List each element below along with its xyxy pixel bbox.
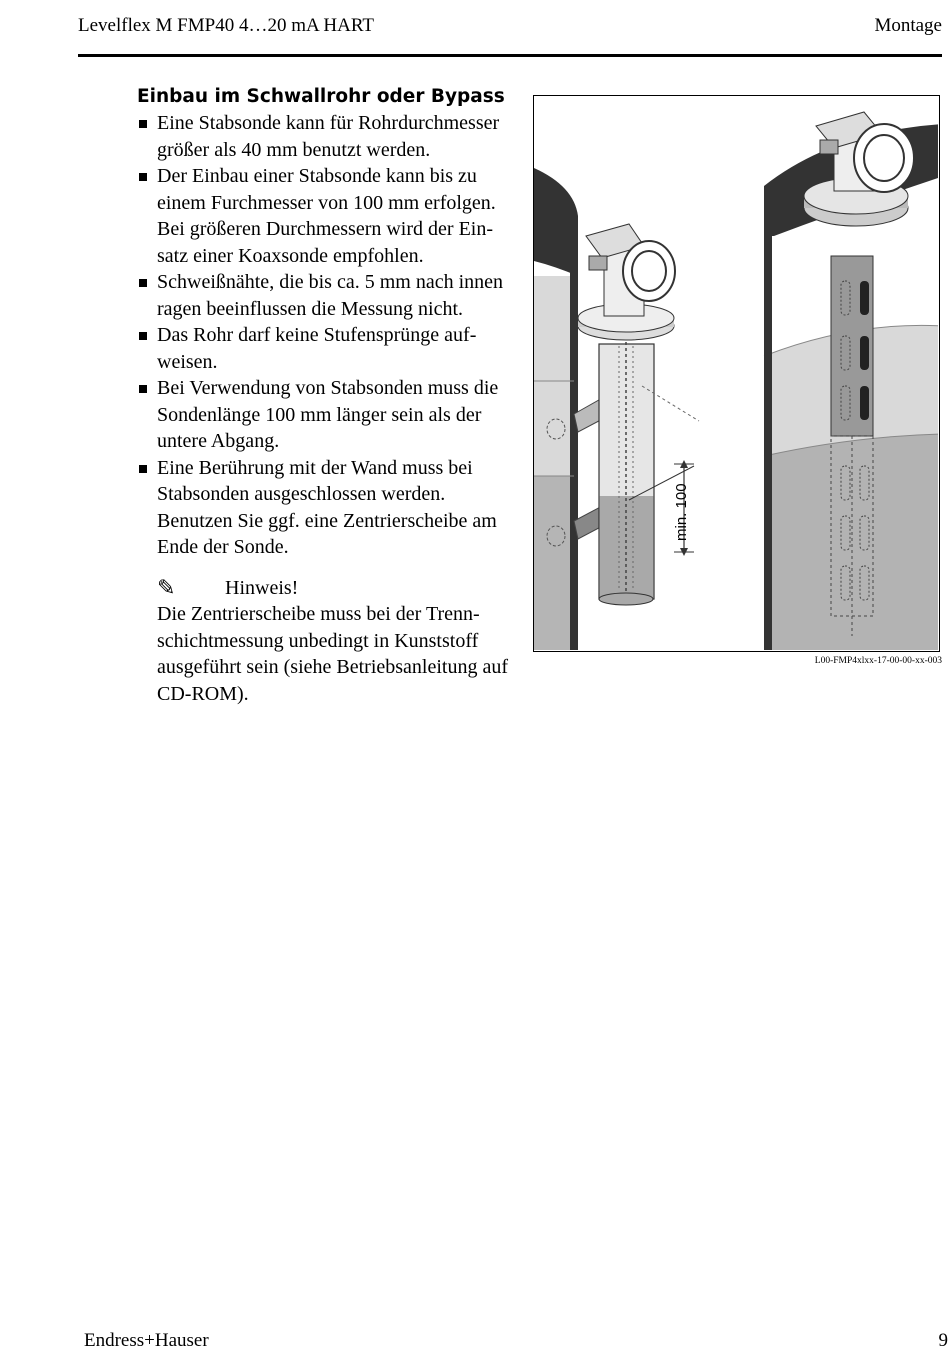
bullet-text: Das Rohr darf keine Stufensprünge aufweisen. <box>157 324 477 373</box>
bullet-text: Schweißnähte, die bis ca. 5 mm nach innen ragen beeinflussen die Messung nicht. <box>157 271 504 320</box>
bullet-icon <box>139 385 147 393</box>
note-text: Die Zentrierscheibe muss bei der Trennschichtmessung unbedingt in Kunststoff ausgeführt sein (siehe Betriebsanleitung auf CD-ROM). <box>157 603 508 705</box>
bullet-icon <box>139 120 147 128</box>
bullet-item <box>137 455 512 561</box>
figure-id: L00-FMP4xlxx-17-00-00-xx-003 <box>814 656 942 666</box>
section-heading: Einbau im Schwallrohr oder Bypass <box>137 86 505 107</box>
dimension-label: min. 100 <box>673 483 690 541</box>
right-tank-illustration <box>764 112 938 650</box>
bullet-item <box>137 269 512 322</box>
installation-figure <box>533 95 940 652</box>
chapter-title: Montage <box>874 15 942 36</box>
left-tank-illustration <box>534 168 699 650</box>
bullet-icon <box>139 279 147 287</box>
bullet-text: Der Einbau einer Stabsonde kann bis zu einem Furchmesser von 100 mm erfolgen. Bei größeren Durchmessern wird der Einsatz einer Koaxsonde empfohlen. <box>157 165 496 267</box>
bullet-text: Eine Stabsonde kann für Rohrdurchmesser größer als 40 mm benutzt werden. <box>157 112 500 161</box>
page-number: 9 <box>938 1330 948 1351</box>
bullet-icon <box>139 332 147 340</box>
bullet-item <box>137 322 512 375</box>
note-box <box>137 575 512 708</box>
bullet-item <box>137 163 512 269</box>
bullet-item <box>137 110 512 163</box>
document-title: Levelflex M FMP40 4…20 mA HART <box>78 15 374 36</box>
bullet-item <box>137 375 512 455</box>
bullet-icon <box>139 173 147 181</box>
bullet-text: Eine Berührung mit der Wand muss bei Stabsonden ausgeschlossen werden. Benutzen Sie ggf. eine Zentrierscheibe am Ende der Sonde. <box>157 456 497 558</box>
note-title: Hinweis! <box>225 576 299 599</box>
main-text <box>137 84 512 707</box>
company-name: Endress+Hauser <box>84 1330 209 1351</box>
header-rule <box>78 54 942 57</box>
pencil-icon: ✎ <box>157 574 176 600</box>
bullet-text: Bei Verwendung von Stabsonden muss die Sondenlänge 100 mm länger sein als der untere Abgang. <box>157 377 499 452</box>
bullet-icon <box>139 465 147 473</box>
bullet-list <box>137 110 512 561</box>
